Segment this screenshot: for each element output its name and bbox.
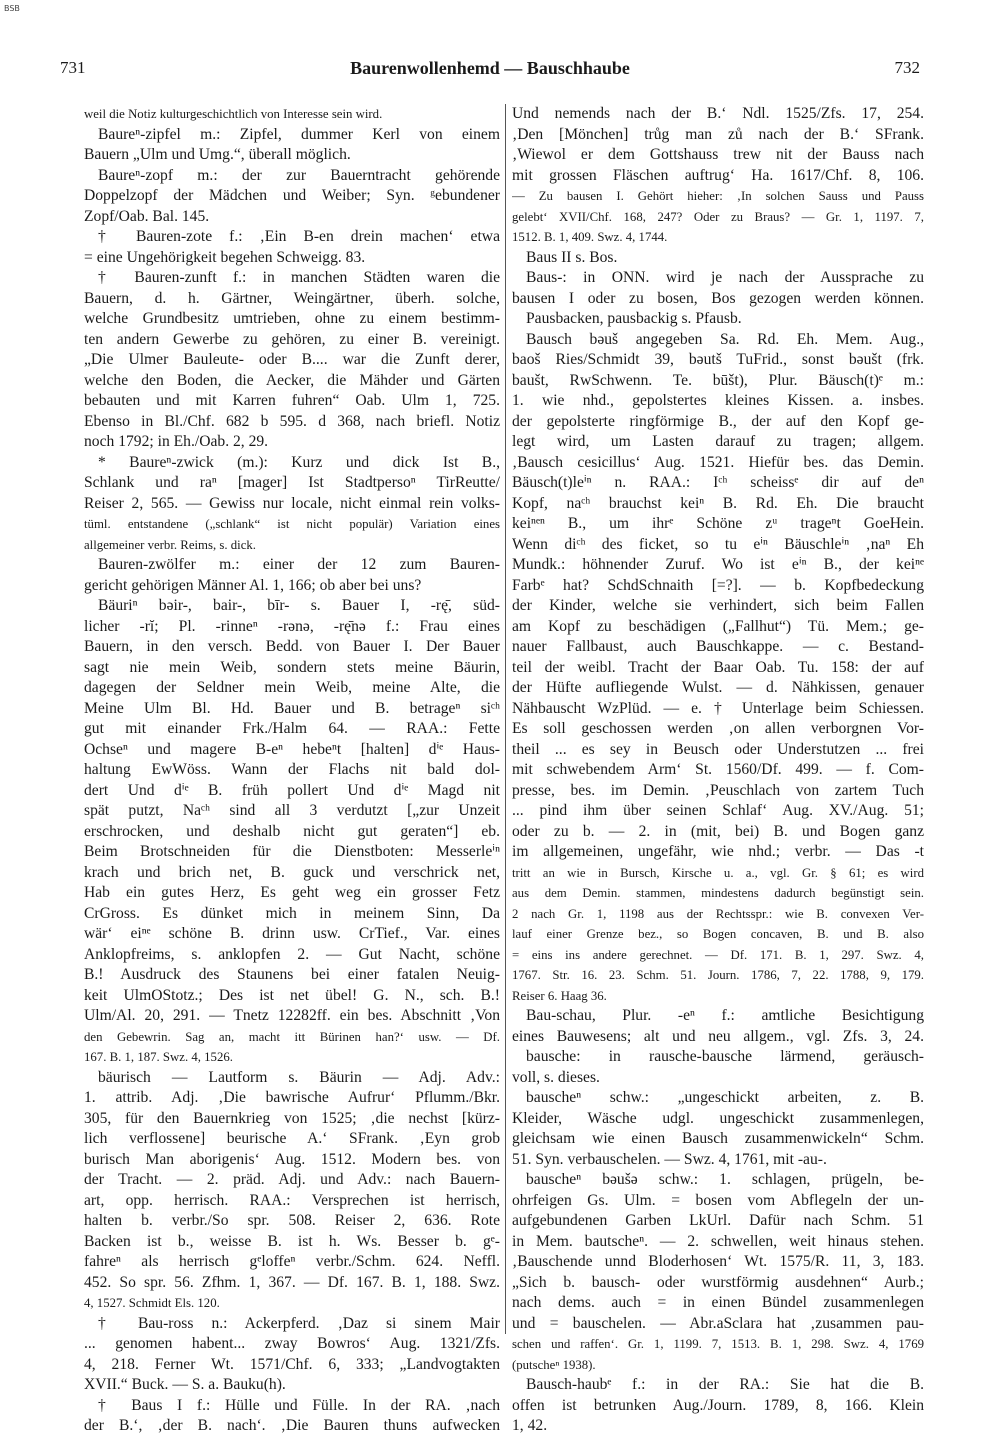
right-column-text-line: „Sich b. bausch- oder wurstförmig ausdehnen“ Aurb.;	[512, 1273, 924, 1291]
left-column-text-line: † Bau-ross n.: Ackerpferd. ‚Daz si sinem Mair	[98, 1314, 500, 1332]
left-column-text-line: bebauten und mit Karren fuhren“ Oab. Ulm 1, 725.	[84, 392, 500, 409]
right-column-text-line: ‚Wiewol er dem Gottshauss trew nit der Bauss nach	[512, 146, 924, 163]
right-column-text-line: teil der weibl. Tracht der Baar Oab. Tu. 158: der auf	[512, 658, 924, 676]
left-column-text-line: Schlank und raⁿ [mager] Ist Stadtpersoⁿ TirReutte/	[84, 474, 500, 491]
right-column-text-line: gleichsam wie einen Bausch zusammenwickeln“ Schm.	[512, 1130, 924, 1147]
right-column-text-line: Kopf, naᶜʰ brauchst keiⁿ B. Rd. Eh. Die braucht	[512, 494, 924, 512]
right-column-text-line: bausen I oder zu bosen, Bos gezogen werden können.	[512, 289, 924, 307]
left-column-text-line: Baureⁿ-zipfel m.: Zipfel, dummer Kerl von einem	[98, 125, 500, 143]
left-column-text-line: ten andern Gewerbe zu gehören, zu einer B. vereinigt.	[84, 330, 500, 348]
right-column-text-line: offen ist betrunken Aug./Journ. 1789, 8, 166. Klein	[512, 1396, 924, 1414]
right-column-text-line: baušt, RwSchwenn. Te. būšt), Plur. Bäusch(t)ᵉ m.:	[512, 371, 924, 389]
left-column-text-line: 167. B. 1, 187. Swz. 4, 1526.	[84, 1050, 233, 1064]
right-column-text-line: bauscheⁿ bəušə schw.: 1. schlagen, prügeln, be-	[526, 1171, 924, 1188]
left-column-text-line: Doppelzopf der Mädchen und Weiber; Syn. ᵍebundener	[84, 187, 500, 204]
right-column-text-line: mit grossen Fläschen auftrug‘ Ha. 1617/Chf. 8, 106.	[512, 166, 924, 184]
right-column-text-line: (putscheⁿ 1938).	[512, 1357, 596, 1372]
right-column-text-line: Baus-: in ONN. wird je nach der Aussprache zu	[526, 269, 924, 286]
left-column-text-line: spät putzt, Naᶜʰ sind all 3 verdutzt [„zur Unzeit	[84, 802, 500, 819]
right-column-text-line: schen und raffen‘. Gr. 1, 1199. 7, 1513. B. 1, 298. Swz. 4, 1769	[512, 1337, 924, 1351]
left-column-text-line: 4, 218. Ferner Wt. 1571/Chf. 6, 333; „Landvogtakten	[84, 1355, 500, 1373]
left-column-text-line: Bauern, d. h. Gärtner, Weingärtner, überh. solche,	[84, 289, 500, 307]
right-column-text-line: aus dem Demin. stammen, mindestens dadurch begünstigt sein.	[512, 886, 924, 900]
left-column-text-line: dagegen der Seldner mein Weib, meine Alte, die	[84, 679, 500, 696]
right-column-text-line: voll, s. dieses.	[512, 1068, 600, 1086]
right-column-text-line: 1767. Str. 16. 23. Schm. 51. Journ. 1786, 7, 22. 1788, 9, 179.	[512, 968, 924, 982]
left-column-text-line: Bauern, in den versch. Bedd. von Bauer I. Der Bauer	[84, 638, 500, 655]
right-column-text-line: eines Bauwesens; alt und neu allgem., vgl. Zfs. 3, 24.	[512, 1027, 924, 1045]
left-column-text-line: fahreⁿ als herrisch gᵉloffeⁿ verbr./Schm. 624. Neffl.	[84, 1253, 500, 1270]
right-column-text-line: baoš Ries/Schmidt 39, bəutš TuFrid., sonst bəušt (frk.	[512, 351, 924, 368]
right-column-text-line: = eins ins andere gerechnet. — Df. 171. B. 1, 297. Swz. 4,	[512, 947, 924, 962]
left-column-text-line: Ulm/Al. 20, 291. — Tnetz 12282ff. ein bes. Abschnitt ‚Von	[84, 1007, 500, 1024]
right-column-text-line: im allgemeinen, ungefähr, wie nhd.; verbr. — Das -t	[512, 843, 924, 860]
right-column-text-line: lauf einer Grenze bez., so Bogen concaven, B. und B. also	[512, 927, 924, 941]
left-column-text-line: 4, 1527. Schmidt Els. 120.	[84, 1296, 220, 1310]
left-column-text-line: CrGross. Es dünket mich in meinem Sinn, Da	[84, 904, 500, 922]
right-column-text-line: legt wird, um Lasten darauf zu tragen; allgem.	[512, 433, 924, 450]
left-column-text-line: 305, für den Bauernkrieg von 1525; ‚die nechst [kürz-	[84, 1109, 500, 1127]
left-column-text-line: Ochseⁿ und magere B-eⁿ hebeⁿt [halten] dⁱᵉ Haus-	[84, 740, 500, 758]
right-column-text-line: theil ... es sey in Beusch oder Understutzen ... frei	[512, 740, 924, 758]
right-column-text-line: Nähbauscht WzPlüd. — e. † Unterlage beim Schiessen.	[512, 699, 924, 717]
left-column-text-line: burisch Man aborigenis‘ Aug. 1512. Modern bes. von	[84, 1150, 500, 1168]
left-column-text-line: der Tracht. — 2. präd. Adj. und Adv.: nach Bauern-	[84, 1171, 500, 1188]
right-column-text-line: am Kopf zu beschädigen („Fallhut“) Tü. Mem.; ge-	[512, 617, 924, 635]
left-column-text-line: der B.‘, ‚der B. nach‘. ‚Die Bauren thuns aufwecken	[84, 1417, 500, 1434]
right-column-text-line: Mundk.: höhnender Zuruf. Wo ist eⁱⁿ B., der keiⁿᵉ	[512, 556, 924, 573]
left-column-text-line: * Baureⁿ-zwick (m.): Kurz und dick Ist B.,	[98, 453, 500, 471]
left-column-text-line: Anklopfreims, s. anklopfen 2. — Gut Nacht, schöne	[84, 945, 500, 963]
left-column-text-line: weil die Notiz kulturgeschichtlich von Interesse sein wird.	[84, 107, 383, 121]
left-column-text-line: Meine Ulm Bl. Hd. Bauer und B. betrageⁿ siᶜʰ	[84, 699, 500, 717]
right-column-text-line: in Mem. bautscheⁿ. — 2. schwellen, weit hinaus stehen.	[512, 1232, 924, 1250]
right-column-text-line: 1512. B. 1, 409. Swz. 4, 1744.	[512, 230, 668, 244]
right-column-text-line: keiⁿᵉⁿ B., um ihrᵉ Schöne zᵘ trageⁿt GoeHein.	[512, 515, 924, 532]
library-stamp: BSB	[4, 4, 20, 13]
left-column-text-line: „Die Ulmer Bauleute- oder B.... war die Zunft derer,	[84, 351, 500, 368]
right-column-text-line: gelebt‘ XVII/Chf. 168, 247? Oder zu Braus? — Gr. 1, 1197. 7,	[512, 209, 924, 224]
right-column-text-line: Farbᵉ hat? SchdSchnaith [=?]. — b. Kopfbedeckung	[512, 576, 924, 594]
right-column-text-line: Bausch bəuš angegeben Sa. Rd. Eh. Mem. Aug.,	[526, 330, 924, 348]
right-column-text-line: nauer Fallbaust, auch Bauschkappe. — c. Bestand-	[512, 638, 924, 655]
left-column-text-line: den Gebewrin. Sag an, macht itt Bürinen han?‘ usw. — Df.	[84, 1029, 500, 1044]
page-number-left: 731	[60, 58, 86, 77]
right-column-text-line: Bäusch(t)leⁱⁿ n. RAA.: Iᶜʰ scheissᵉ dir auf deⁿ	[512, 474, 924, 491]
right-column-text-line: 51. Syn. verbauschelen. — Swz. 4, 1761, mit -au-.	[512, 1150, 827, 1168]
page-number-right: 732	[894, 58, 920, 77]
left-column-text-line: XVII.“ Buck. — S. a. Bauku(h).	[84, 1376, 286, 1393]
right-column-text-line: 1. wie nhd., gepolstertes kleines Kissen. a. insbes.	[512, 392, 924, 409]
left-column-text-line: 1. attrib. Adj. ‚Die bawrische Aufrur‘ Pflumm./Bkr.	[84, 1089, 500, 1106]
left-column-text-line: allgemeiner verbr. Reims, s. dick.	[84, 537, 257, 552]
right-column	[512, 104, 924, 1437]
left-column-text-line: krach und brich net, B. guck und verschrick net,	[84, 863, 500, 881]
left-column-text-line: = eine Ungehörigkeit begehen Schweigg. 83.	[84, 248, 366, 266]
left-column-text-line: Hab ein gutes Herz, Es geht weg ein grosser Fetz	[84, 884, 500, 901]
left-column-text-line: Baureⁿ-zopf m.: der zur Bauerntracht gehörende	[98, 166, 500, 184]
left-column-text-line: Backen ist b., weisse B. ist h. Ws. Besser b. gᵉ-	[84, 1232, 500, 1250]
right-column-text-line: ‚Bausch cesicillus‘ Aug. 1521. Hiefür bes. das Demin.	[512, 453, 924, 471]
left-column-text-line: ... genomen habent... zway Bowros‘ Aug. 1321/Zfs.	[84, 1335, 500, 1352]
left-column-text-line: Reiser 2, 565. — Gewiss nur locale, nicht einmal rein volks-	[84, 494, 500, 512]
right-column-text-line: Kleider, Wäsche udgl. ungeschickt zusammenlegen,	[512, 1109, 924, 1127]
right-column-text-line: ‚Bauschende unnd Bloderhosen‘ Wt. 1575/R. 11, 3, 183.	[512, 1253, 924, 1270]
left-column-text-line: Zopf/Oab. Bal. 145.	[84, 207, 210, 225]
left-column-text-line: Ebenso in Bl./Chf. 682 b 595. d 368, nach briefl. Notiz	[84, 412, 500, 430]
left-column-text-line: tüml. entstandene („schlank“ ist nicht populär) Variation eines	[84, 517, 500, 531]
right-column-text-line: Wenn diᶜʰ des ficket, so tu eⁱⁿ Bäuschleⁱⁿ ‚naⁿ Eh	[512, 535, 924, 553]
left-column-text-line: Bauern „Ulm und Umg.“, überall möglich.	[84, 146, 351, 163]
left-column-text-line: gut mit einander Frk./Halm 64. — RAA.: Fette	[84, 720, 500, 737]
right-column-text-line: tritt an wie in Bursch, Kirsche u. a., vgl. Gr. § 61; es wird	[512, 865, 924, 880]
left-column-text-line: Bauren-zwölfer m.: einer der 12 zum Bauren-	[98, 556, 500, 573]
right-column-text-line: Reiser 6. Haag 36.	[512, 988, 607, 1003]
right-column-text-line: mit schwebendem Arm‘ St. 1560/Df. 499. — f. Com-	[512, 761, 924, 778]
right-column-text-line: bauscheⁿ schw.: „ungeschickt arbeiten, z. B.	[526, 1089, 924, 1106]
right-column-text-line: ‚Den [Mönchen] trůg man zů nach der B.‘ SFrank.	[512, 125, 924, 143]
column-divider	[505, 104, 506, 1334]
right-column-text-line: Pausbacken, pausbackig s. Pfausb.	[526, 310, 742, 327]
page-header	[60, 58, 920, 88]
right-column-text-line: ... pind ihm über seinen Schlaf‘ Aug. XV./Aug. 51;	[512, 802, 924, 819]
left-column-text-line: dert Und dⁱᵉ B. früh pollert Und dⁱᵉ Magd nit	[84, 781, 500, 799]
right-column-text-line: oder zu b. — 2. in (mit, bei) B. und Bogen ganz	[512, 822, 924, 840]
left-column-text-line: art, opp. herrisch. RAA.: Versprechen ist herrisch,	[84, 1191, 500, 1209]
left-column	[84, 104, 500, 1437]
left-column-text-line: B.! Ausdruck des Staunens bei einer fatalen Neuig-	[84, 966, 500, 983]
left-column-text-line: welche Grundbesitz umtrieben, ohne zu einem bestimm-	[84, 310, 500, 327]
left-column-text-line: sagt nie mein Weib, sondern stets meine Bäurin,	[84, 658, 500, 676]
right-column-text-line: Baus II s. Bos.	[526, 248, 618, 266]
right-column-text-line: nach dems. auch = in einen Bündel zusammenlegen	[512, 1294, 924, 1311]
right-column-text-line: der Hüfte aufliegende Wulst. — d. Nähkissen, genauer	[512, 679, 924, 696]
running-title: Baurenwollenhemd — Bauschhaube	[350, 58, 630, 78]
left-column-text-line: † Bauren-zunft f.: in manchen Städten waren die	[98, 269, 500, 286]
right-column-text-line: ohrfeigen Gs. Ulm. = bosen vom Abflegeln der un-	[512, 1191, 924, 1209]
left-column-text-line: † Bauren-zote f.: ‚Ein B-en drein machen‘ etwa	[98, 228, 500, 245]
left-column-text-line: erschrocken, und deshalb nicht gut geraten“] eb.	[84, 822, 500, 840]
left-column-text-line: † Baus I f.: Hülle und Fülle. In der RA. ‚nach	[98, 1396, 500, 1414]
left-column-text-line: licher -rĭ; Pl. -rinneⁿ -rənə, -rę̄nə f.: Frau eines	[84, 617, 500, 635]
right-column-text-line: — Zu bausen I. Gehört hieher: ‚In solchen Sauss und Pauss	[512, 189, 924, 203]
right-column-text-line: Es soll geschossen werden ‚on allen verborgnen Vor-	[512, 720, 924, 737]
right-column-text-line: der Kinder, welche sie verhindert, sich beim Fallen	[512, 597, 924, 614]
right-column-text-line: presse, bes. im Demin. ‚Peuschlach von zartem Tuch	[512, 781, 924, 799]
left-column-text-line: keit UlmOStotz.; Des ist net übel! G. N., sch. B.!	[84, 986, 500, 1004]
right-column-text-line: und = bauschelen. — Abr.aSclara hat ‚zusammen pau-	[512, 1314, 924, 1332]
left-column-text-line: lich verflossene] beurische A.‘ SFrank. ‚Eyn grob	[84, 1130, 500, 1147]
right-column-text-line: 2 nach Gr. 1, 1198 aus der Rechtsspr.: wie B. convexen Ver-	[512, 906, 924, 921]
left-column-text-line: Bäuriⁿ bəir-, bair-, bīr- s. Bauer I, -rę̄, süd-	[98, 597, 500, 614]
left-column-text-line: bäurisch — Lautform s. Bäurin — Adj. Adv.:	[98, 1068, 500, 1086]
left-column-text-line: welche den Boden, die Aecker, die Mähder und Gärten	[84, 371, 500, 389]
right-column-text-line: bausche: in rausche-bausche lärmend, geräusch-	[526, 1048, 924, 1065]
left-column-text-line: halten b. verbr./So spr. 508. Reiser 2, 636. Rote	[84, 1212, 500, 1229]
left-column-text-line: wär‘ eiⁿᵉ schöne B. drinn usw. CrTief., Var. eines	[84, 925, 500, 942]
left-column-text-line: gericht gehörigen Männer Al. 1, 166; ob aber bei uns?	[84, 576, 422, 594]
right-column-text-line: Bau-schau, Plur. -eⁿ f.: amtliche Besichtigung	[526, 1007, 924, 1024]
right-column-text-line: aufgebundenen Garben LkUrl. Dafür nach Schm. 51	[512, 1212, 924, 1229]
left-column-text-line: Beim Brotschneiden für die Dienstboten: Messerleⁱⁿ	[84, 843, 500, 860]
right-column-text-line: Bausch-haubᵉ f.: in der RA.: Sie hat die B.	[526, 1376, 924, 1393]
left-column-text-line: 452. So spr. 56. Zfhm. 1, 367. — Df. 167. B. 1, 188. Swz.	[84, 1273, 500, 1291]
right-column-text-line: 1, 42.	[512, 1417, 548, 1434]
right-column-text-line: Und nemends nach der B.‘ Ndl. 1525/Zfs. 17, 254.	[512, 105, 924, 122]
left-column-text-line: haltung EwWöss. Wann der Flachs nit bald dol-	[84, 761, 500, 778]
left-column-text-line: noch 1792; in Eh./Oab. 2, 29.	[84, 433, 269, 450]
right-column-text-line: der gepolsterte ringförmige B., der auf den Kopf ge-	[512, 412, 924, 430]
